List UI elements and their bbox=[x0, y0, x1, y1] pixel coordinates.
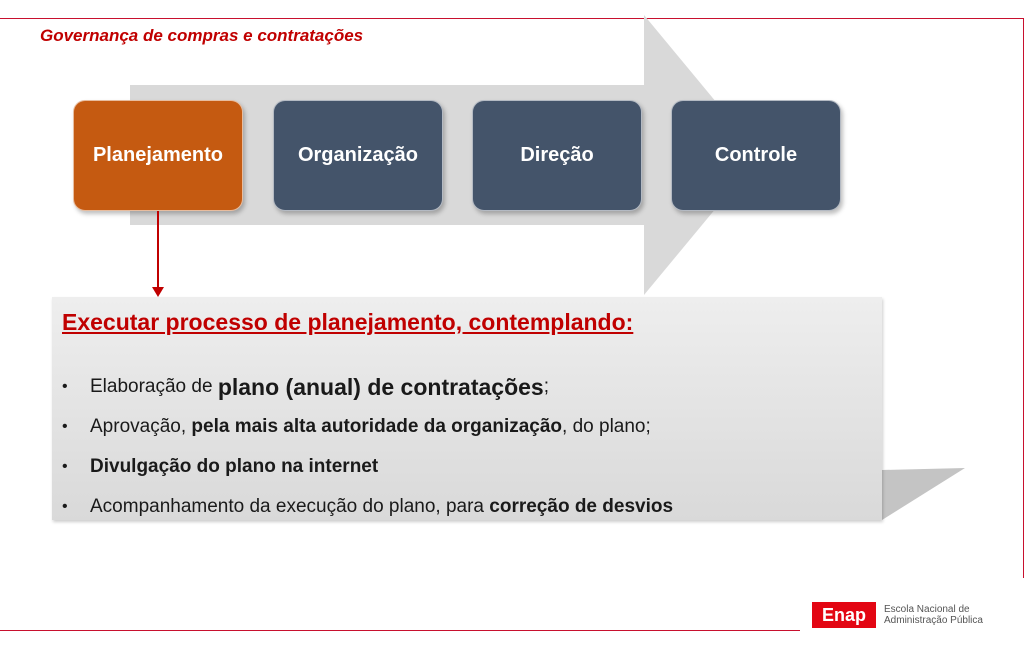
logo-line2: Administração Pública bbox=[884, 615, 983, 626]
item-text-end: , do plano; bbox=[562, 416, 651, 437]
item-bold-text: pela mais alta autoridade da organização bbox=[191, 416, 563, 437]
step-label: Direção bbox=[520, 144, 594, 166]
slide-title: Governança de compras e contratações bbox=[40, 26, 364, 45]
item-text: Elaboração de bbox=[90, 376, 213, 397]
bullet-icon: • bbox=[62, 378, 68, 395]
logo-text bbox=[884, 604, 983, 626]
item-text-end: ; bbox=[543, 376, 550, 397]
bullet-icon: • bbox=[62, 418, 68, 435]
enap-logo bbox=[812, 602, 983, 628]
item-bold-text: plano (anual) de contratações bbox=[217, 373, 544, 400]
bullet-icon: • bbox=[62, 458, 68, 475]
step-label: Controle bbox=[714, 144, 798, 166]
item-bold-text: Divulgação do plano na internet bbox=[90, 456, 379, 477]
step-label: Planejamento bbox=[92, 144, 224, 166]
item-text: Acompanhamento da execução do plano, para bbox=[90, 496, 484, 517]
panel-heading: Executar processo de planejamento, contemplando: bbox=[62, 309, 634, 335]
item-bold-text: correção de desvios bbox=[489, 496, 674, 517]
bullet-icon: • bbox=[62, 498, 68, 515]
step-label: Organização bbox=[297, 144, 419, 166]
logo-mark: Enap bbox=[812, 602, 876, 628]
logo-line1: Escola Nacional de bbox=[884, 604, 970, 615]
item-text: Aprovação, bbox=[90, 416, 187, 437]
